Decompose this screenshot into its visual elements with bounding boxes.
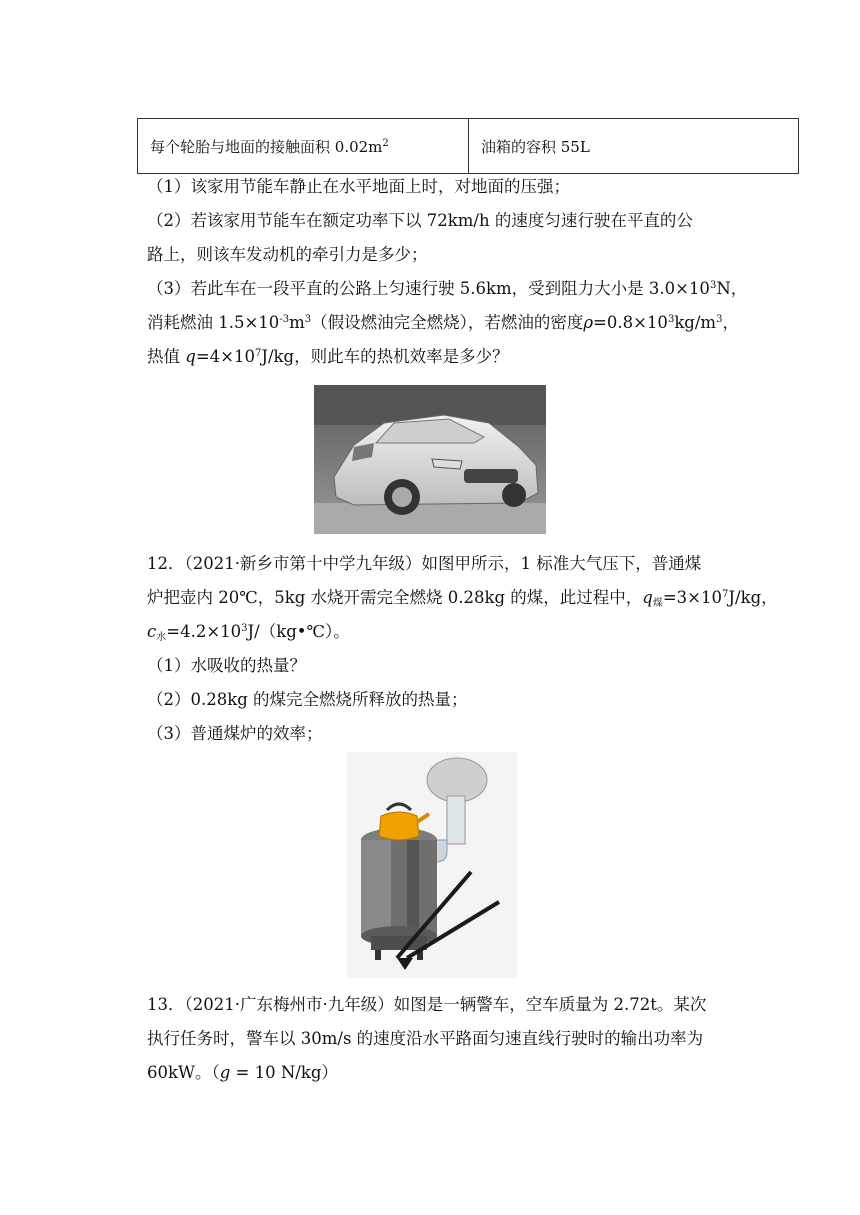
q11-part2-line2: 路上，则该车发动机的牵引力是多少； [147, 245, 428, 264]
q13-line3: 60kW。（g = 10 N/kg） [147, 1063, 338, 1082]
tire-contact-area-cell: 每个轮胎与地面的接触面积 $0.02m^2$ [138, 119, 469, 174]
fuel-tank-capacity-cell: 油箱的容积 55L [469, 119, 799, 174]
q11-part2-line1: （2）若该家用节能车在额定功率下以 72km/h 的速度匀速行驶在平直的公 [147, 211, 693, 230]
q13-line1: 13．（2021·广东梅州市·九年级）如图是一辆警车，空车质量为 2.72t。某次 [147, 995, 707, 1014]
car-photo [314, 385, 546, 534]
q12-line3: $c_水=4.2\times 10^3J/(kg•℃)$。 [147, 622, 350, 643]
q12-line2: 炉把壶内 20℃，5kg 水烧开需完全燃烧 0.28kg 的煤，此过程中，$q_煤=3\times 10^7J/kg$， [147, 588, 778, 609]
q11-part3-line2: 消耗燃油 $1.5\times 10^{-3}m^3$（假设燃油完全燃烧），若燃油的密度$\rho=0.8\times 10^3kg/m^3$， [147, 313, 739, 332]
q11-part1: （1）该家用节能车静止在水平地面上时，对地面的压强； [147, 177, 570, 196]
q12-part1: （1）水吸收的热量？ [147, 656, 306, 675]
q12-line1: 12．（2021·新乡市第十中学九年级）如图甲所示，1 标准大气压下，普通煤 [147, 554, 702, 573]
q13-line2: 执行任务时，警车以 30m/s 的速度沿水平路面匀速直线行驶时的输出功率为 [147, 1029, 704, 1048]
q12-part2: （2）0.28kg 的煤完全燃烧所释放的热量； [147, 690, 468, 709]
car-spec-table [137, 118, 799, 174]
q11-part3-line3: 热值 $q=4\times 10^7J/kg$，则此车的热机效率是多少？ [147, 347, 509, 366]
q11-part3-line1: （3）若此车在一段平直的公路上匀速行驶 5.6km，受到阻力大小是 $3.0\times 10^3N$， [147, 279, 748, 298]
table-row [138, 119, 799, 174]
coal-stove-illustration [347, 752, 517, 978]
q12-part3: （3）普通煤炉的效率； [147, 724, 323, 743]
